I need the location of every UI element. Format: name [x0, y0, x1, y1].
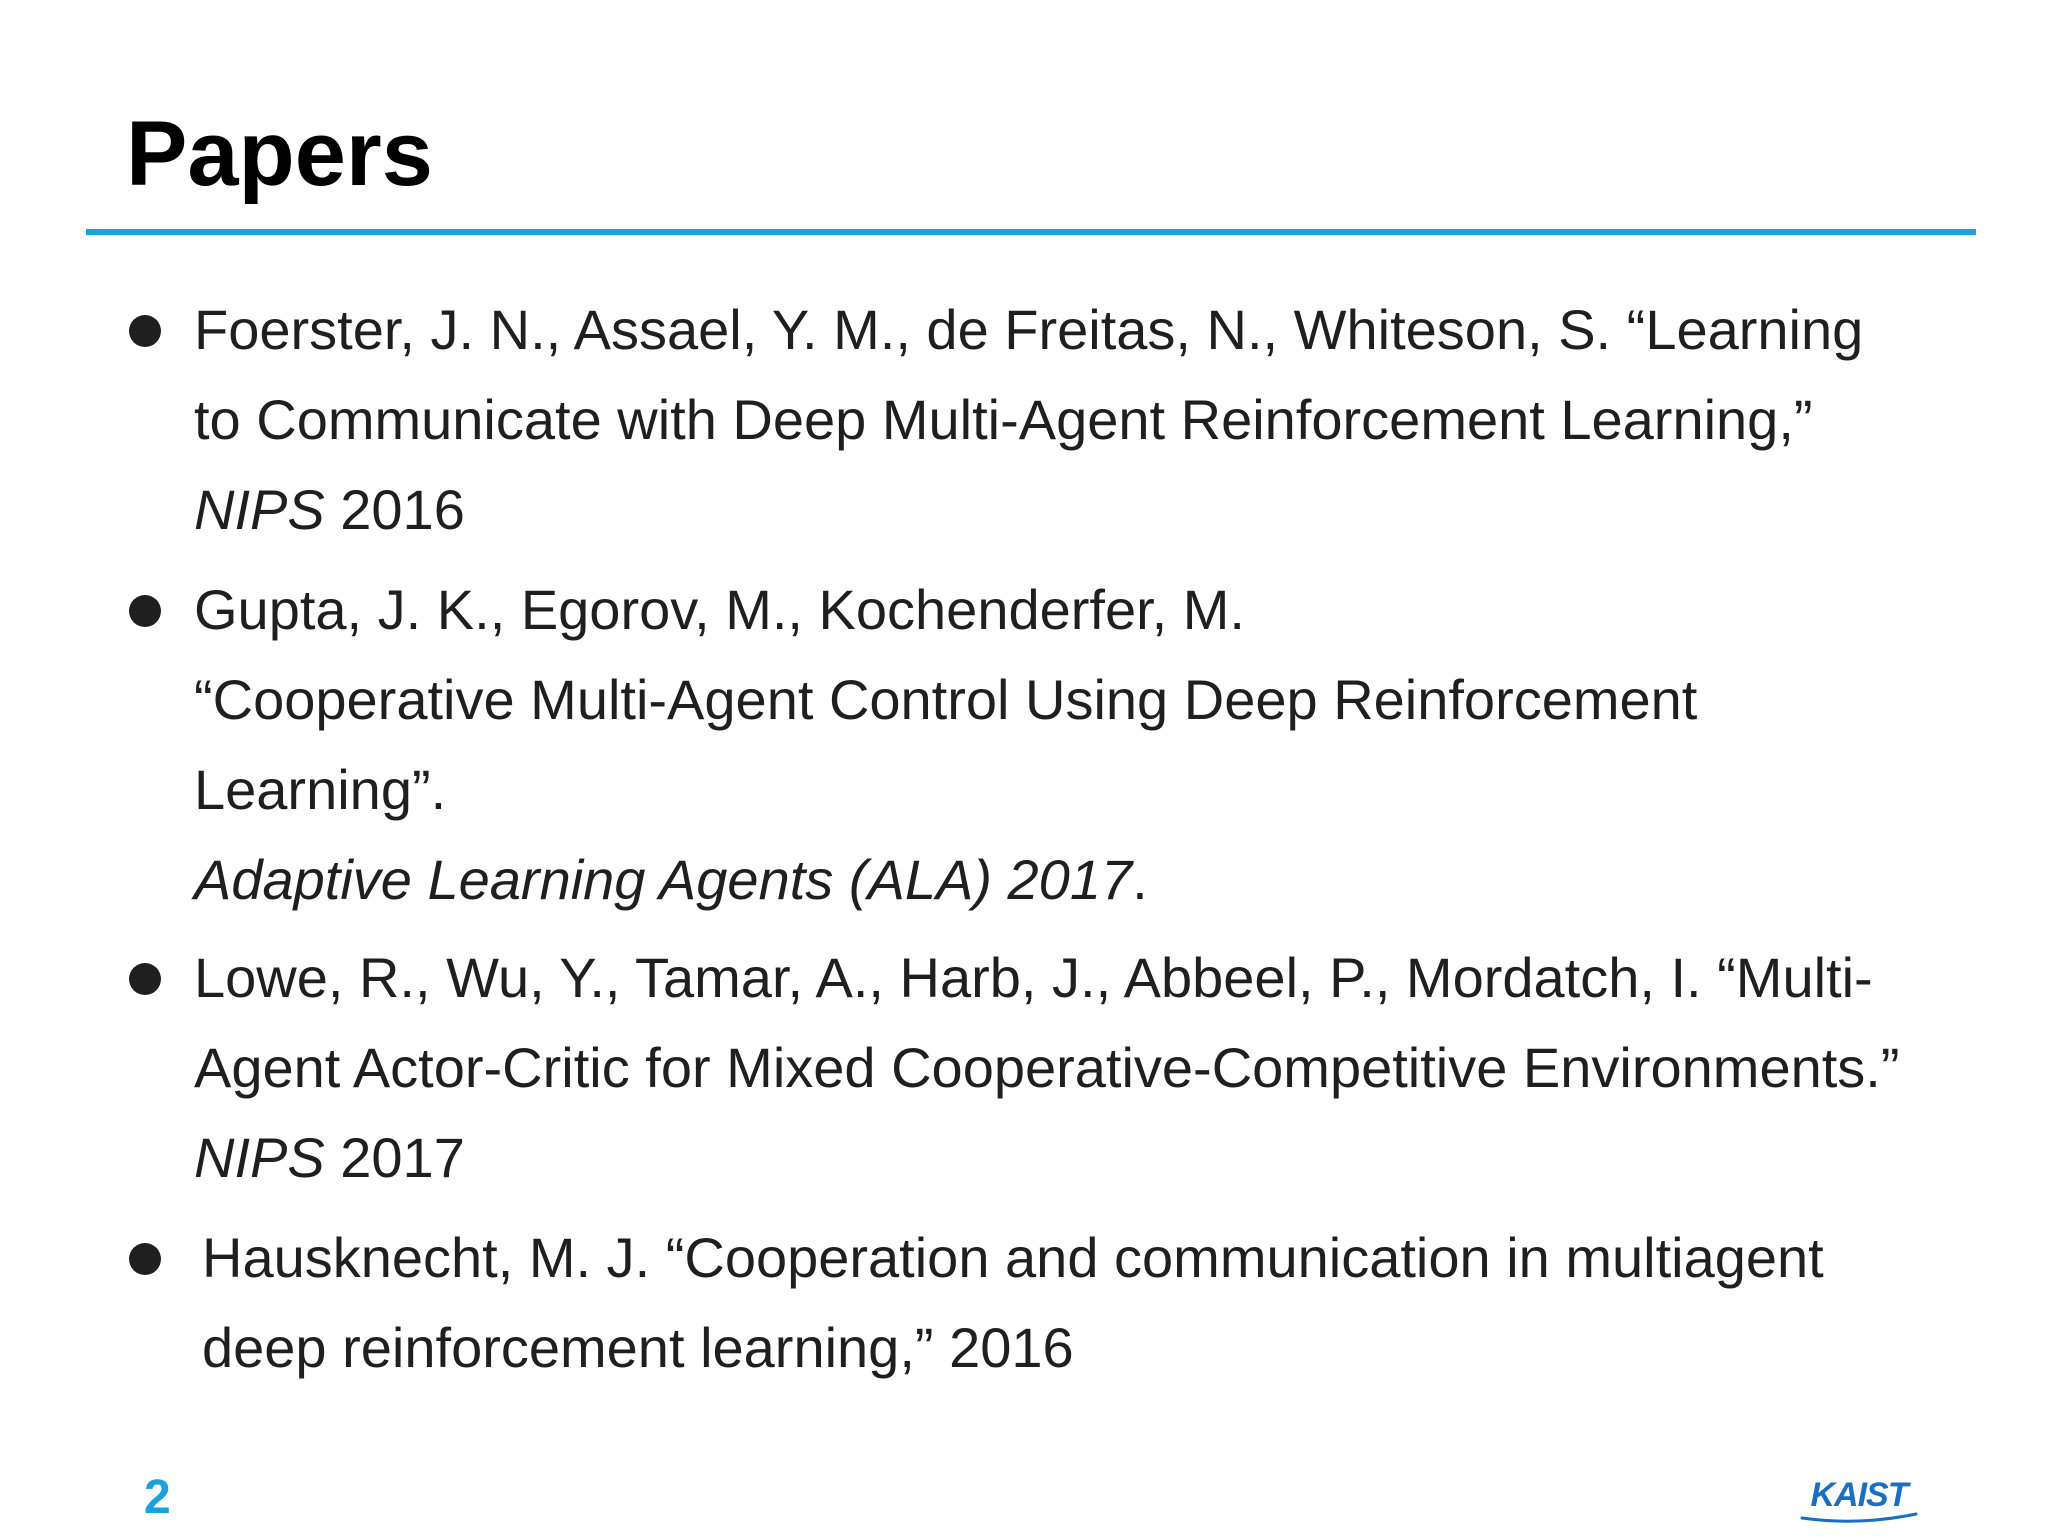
venue-year: 2017: [324, 1126, 465, 1189]
reference-line: “Cooperative Multi-Agent Control Using Deep Reinforcement: [194, 668, 1698, 731]
venue-name: NIPS: [194, 1126, 325, 1189]
reference-line: Agent Actor-Critic for Mixed Cooperative-Competitive Environments.”: [194, 1036, 1900, 1099]
kaist-logo: [1800, 1476, 1918, 1524]
reference-venue: [194, 835, 1974, 925]
page-number: 2: [144, 1471, 171, 1524]
bullet-icon: [129, 1243, 161, 1275]
reference-text: [194, 285, 1974, 555]
reference-venue: [194, 465, 1974, 555]
venue-name: Adaptive Learning Agents (ALA) 2017: [194, 848, 1133, 911]
venue-year: 2016: [324, 478, 465, 541]
reference-line: deep reinforcement learning,” 2016: [202, 1316, 1074, 1379]
bullet-icon: [129, 595, 161, 627]
reference-line: Learning”.: [194, 758, 447, 821]
reference-text: [194, 565, 1974, 925]
reference-text: [194, 933, 1974, 1203]
reference-line: Lowe, R., Wu, Y., Tamar, A., Harb, J., Abbeel, P., Mordatch, I. “Multi-: [194, 946, 1873, 1009]
reference-line: Hausknecht, M. J. “Cooperation and communication in multiagent: [202, 1226, 1824, 1289]
venue-name: NIPS: [194, 478, 325, 541]
logo-text: KAIST: [1810, 1476, 1908, 1514]
slide-title: Papers: [126, 103, 433, 205]
reference-line: Gupta, J. K., Egorov, M., Kochenderfer, M.: [194, 578, 1245, 641]
bullet-icon: [129, 315, 161, 347]
venue-year: .: [1132, 848, 1148, 911]
reference-text: [202, 1213, 1982, 1393]
reference-line: Foerster, J. N., Assael, Y. M., de Freitas, N., Whiteson, S. “Learning: [194, 298, 1864, 361]
reference-line: to Communicate with Deep Multi-Agent Reinforcement Learning,”: [194, 388, 1813, 451]
bullet-icon: [129, 963, 161, 995]
reference-venue: [194, 1113, 1974, 1203]
logo-swoosh-icon: [1800, 1510, 1918, 1524]
